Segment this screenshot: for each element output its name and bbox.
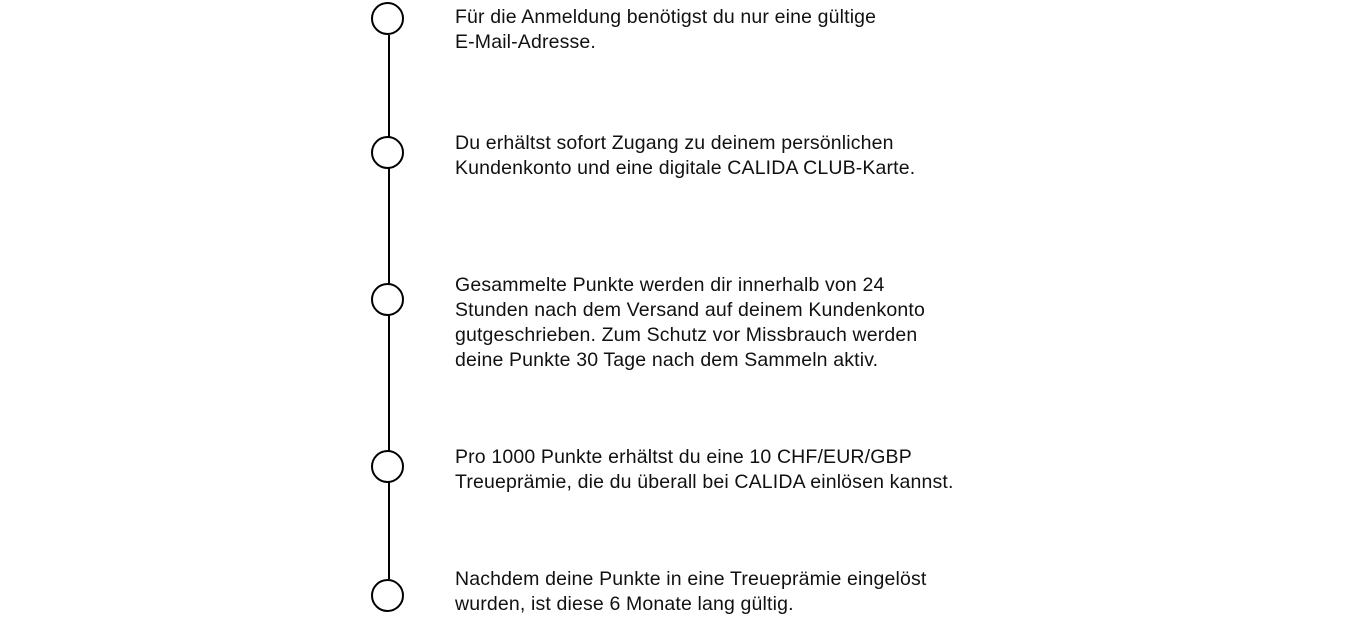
timeline-step-marker-2	[371, 136, 404, 169]
timeline-step-text-5: Nachdem deine Punkte in eine Treueprämie eingelöst wurden, ist diese 6 Monate lang gültig.	[455, 568, 927, 615]
timeline-step-marker-5	[371, 579, 404, 612]
timeline-step-text-1: Für die Anmeldung benötigst du nur eine gültige E-Mail-Adresse.	[455, 6, 877, 53]
timeline-step-text-3: Gesammelte Punkte werden dir innerhalb von 24 Stunden nach dem Versand auf deinem Kundenkonto gutgeschrieben. Zum Schutz vor Missbrauch werden deine Punkte 30 Tage nach dem Sammeln aktiv.	[455, 274, 925, 371]
timeline-step-text-2: Du erhältst sofort Zugang zu deinem persönlichen Kundenkonto und eine digitale CALIDA CLUB-Karte.	[455, 132, 916, 179]
timeline-step-text-4: Pro 1000 Punkte erhältst du eine 10 CHF/EUR/GBP Treueprämie, die du überall bei CALIDA einlösen kannst.	[455, 446, 954, 493]
timeline-step-marker-3	[371, 283, 404, 316]
timeline-step-marker-4	[371, 450, 404, 483]
timeline-step-marker-1	[371, 2, 404, 35]
